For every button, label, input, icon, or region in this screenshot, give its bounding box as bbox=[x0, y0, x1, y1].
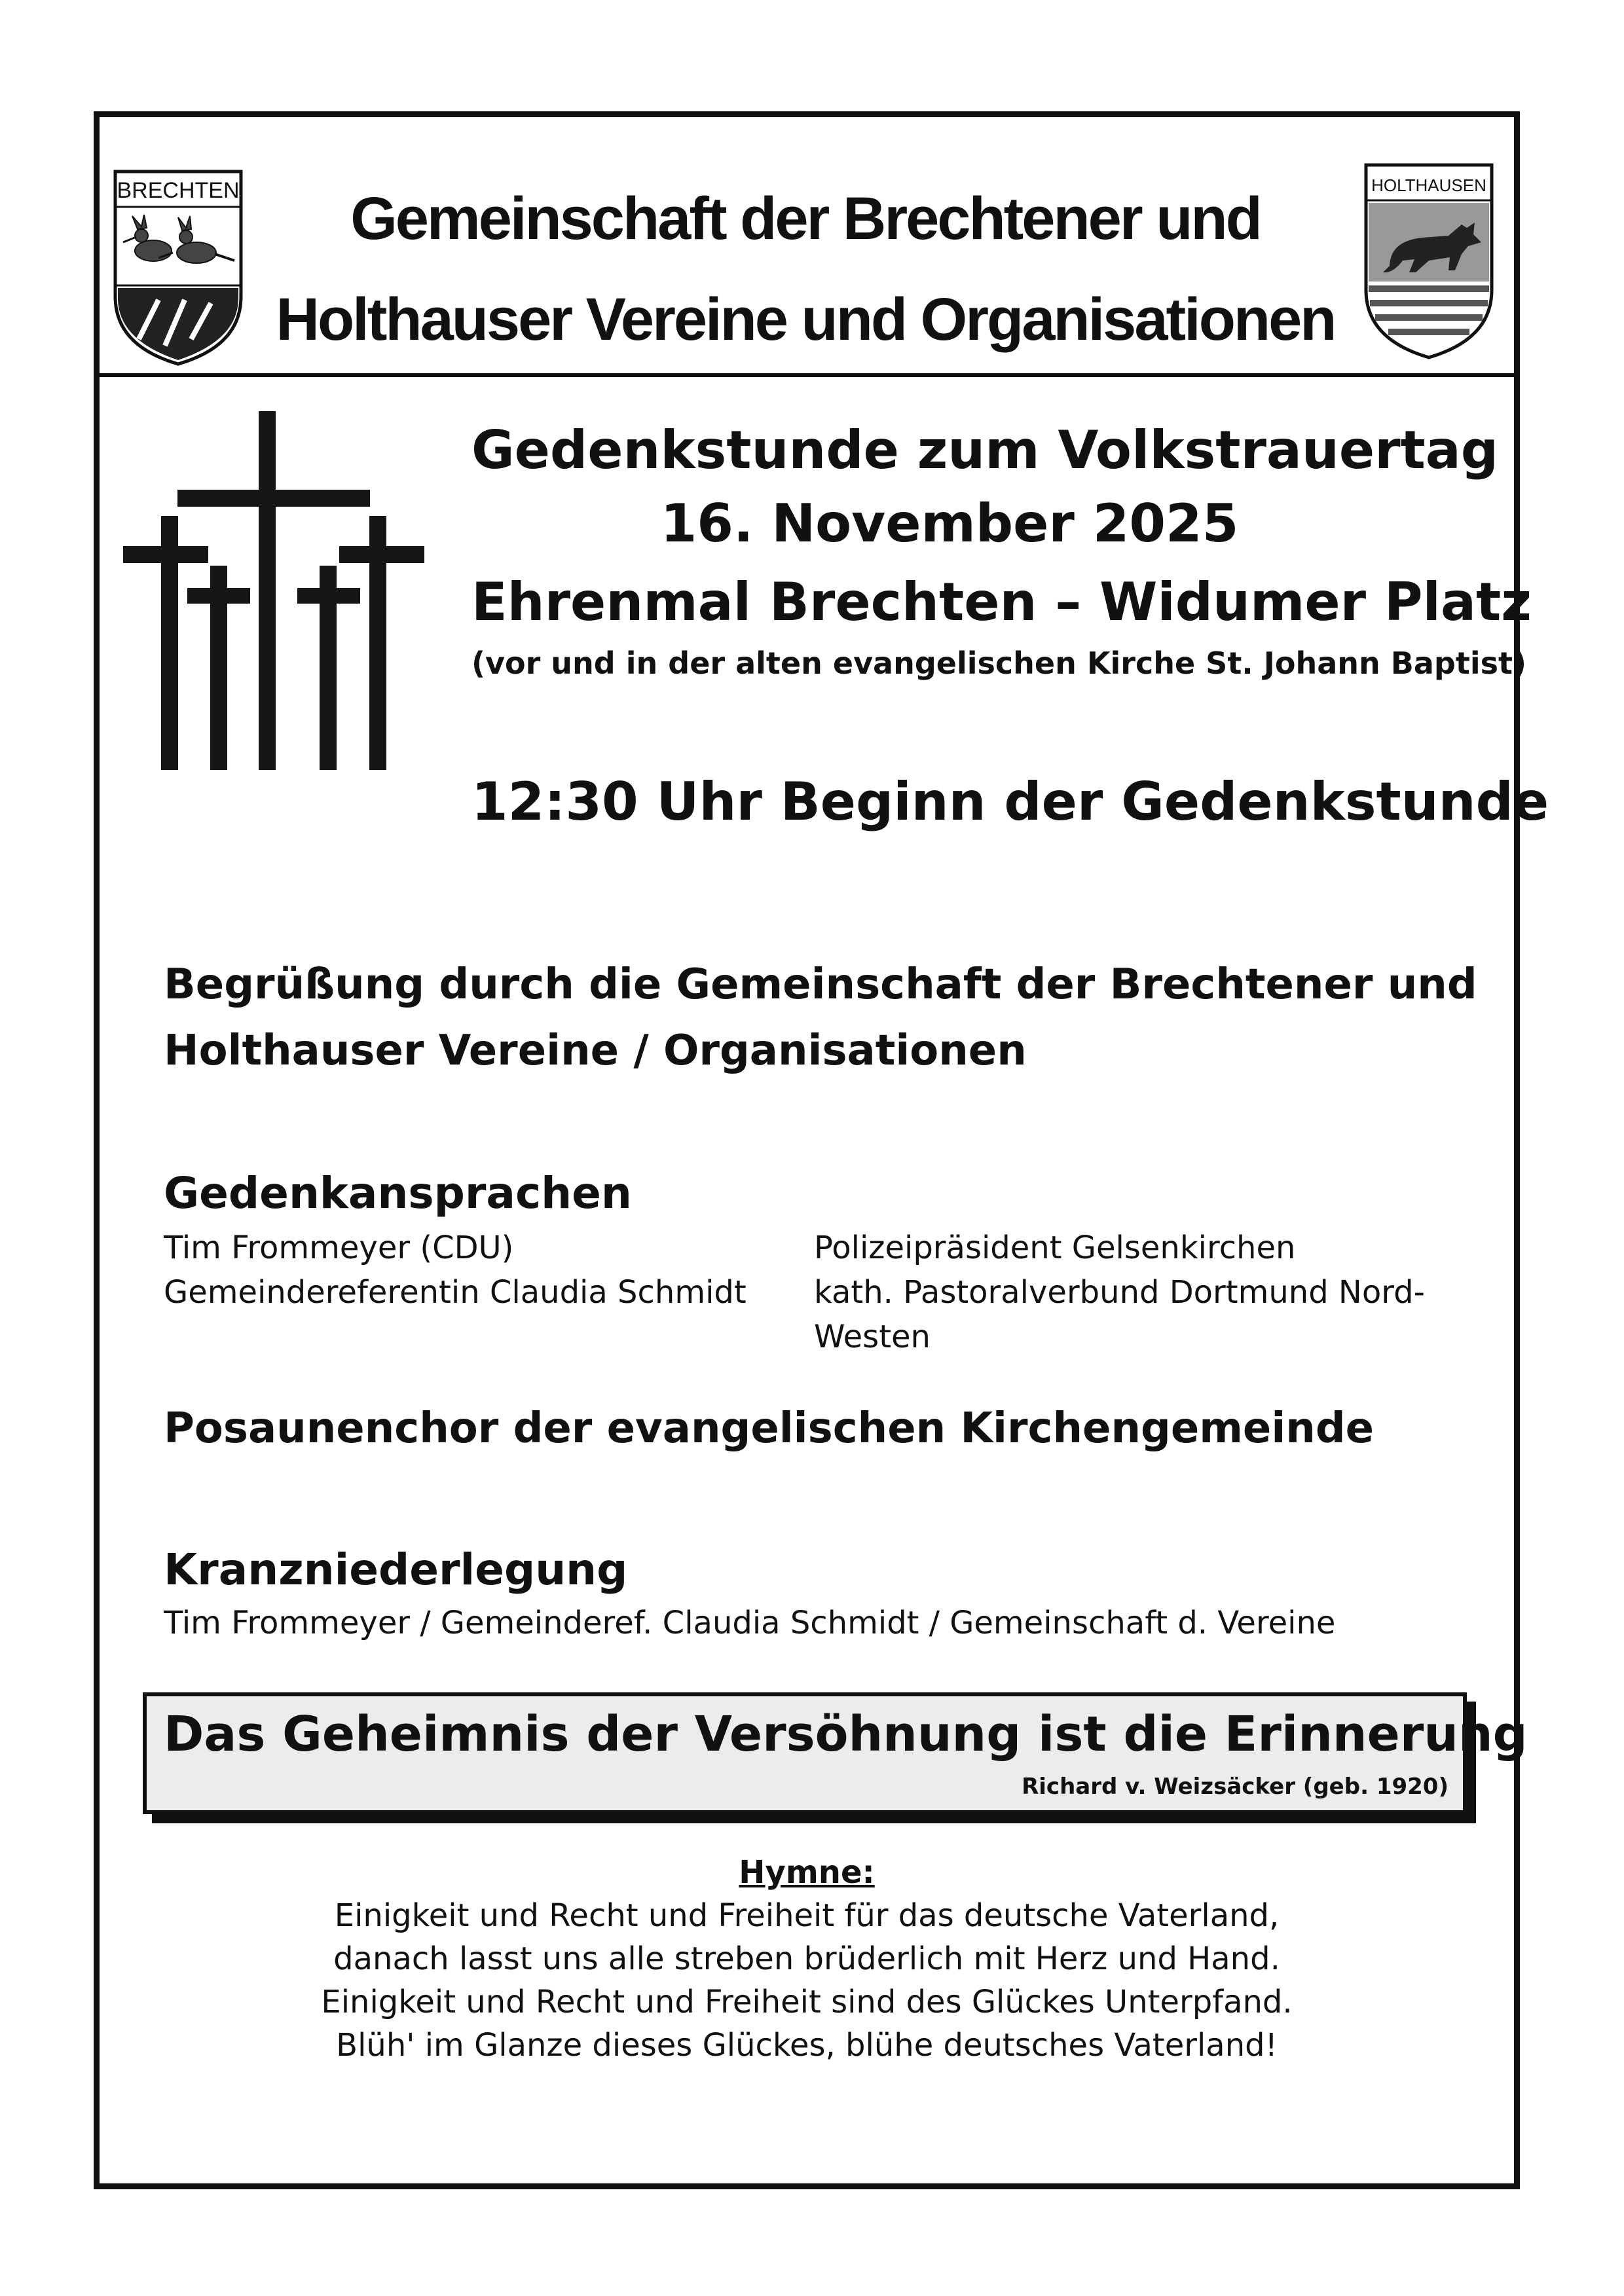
speaker-left-1: Tim Frommeyer (CDU) bbox=[164, 1230, 514, 1266]
hymn-title: Hymne: bbox=[739, 1854, 875, 1891]
brechten-crest-icon bbox=[113, 169, 244, 367]
org-title-line1: Gemeinschaft der Brechtener und bbox=[350, 185, 1261, 252]
event-start-time: 12:30 Uhr Beginn der Gedenkstunde bbox=[471, 771, 1549, 832]
greeting-line1: Begrüßung durch die Gemeinschaft der Brechtener und bbox=[164, 960, 1477, 1009]
hymn-line-4: Blüh' im Glanze dieses Glückes, blühe deutsches Vaterland! bbox=[336, 2027, 1278, 2064]
wreath-heading: Kranzniederlegung bbox=[164, 1544, 628, 1595]
speaker-right-3: Westen bbox=[814, 1319, 931, 1355]
event-location-note: (vor und in der alten evangelischen Kirche St. Johann Baptist) bbox=[471, 646, 1526, 681]
hymn-line-1: Einigkeit und Recht und Freiheit für das deutsche Vaterland, bbox=[334, 1897, 1280, 1934]
quote-author: Richard v. Weizsäcker (geb. 1920) bbox=[1022, 1774, 1449, 1800]
wreath-participants: Tim Frommeyer / Gemeinderef. Claudia Schmidt / Gemeinschaft d. Vereine bbox=[164, 1605, 1336, 1641]
speaker-left-2: Gemeindereferentin Claudia Schmidt bbox=[164, 1274, 747, 1311]
hymn-line-3: Einigkeit und Recht und Freiheit sind des Glückes Unterpfand. bbox=[321, 1984, 1293, 2020]
holthausen-crest-icon bbox=[1363, 162, 1494, 360]
speaker-right-1: Polizeipräsident Gelsenkirchen bbox=[814, 1230, 1296, 1266]
greeting-line2: Holthauser Vereine / Organisationen bbox=[164, 1027, 1027, 1075]
quote-text: Das Geheimnis der Versöhnung ist die Erinnerung bbox=[164, 1706, 1528, 1762]
crosses-icon bbox=[123, 411, 424, 778]
speaker-right-2: kath. Pastoralverbund Dortmund Nord- bbox=[814, 1274, 1425, 1311]
header-divider bbox=[94, 373, 1520, 377]
holthausen-crest-label: HOLTHAUSEN bbox=[1371, 175, 1486, 195]
event-location: Ehrenmal Brechten – Widumer Platz bbox=[471, 572, 1532, 632]
brechten-crest-label: BRECHTEN bbox=[117, 178, 240, 203]
event-title: Gedenkstunde zum Volkstrauertag bbox=[471, 420, 1499, 481]
event-date: 16. November 2025 bbox=[660, 493, 1239, 554]
speeches-heading: Gedenkansprachen bbox=[164, 1168, 632, 1218]
hymn-line-2: danach lasst uns alle streben brüderlich mit Herz und Hand. bbox=[333, 1941, 1280, 1977]
choir-item: Posaunenchor der evangelischen Kirchengemeinde bbox=[164, 1404, 1375, 1453]
org-title-line2: Holthauser Vereine und Organisationen bbox=[276, 286, 1335, 353]
